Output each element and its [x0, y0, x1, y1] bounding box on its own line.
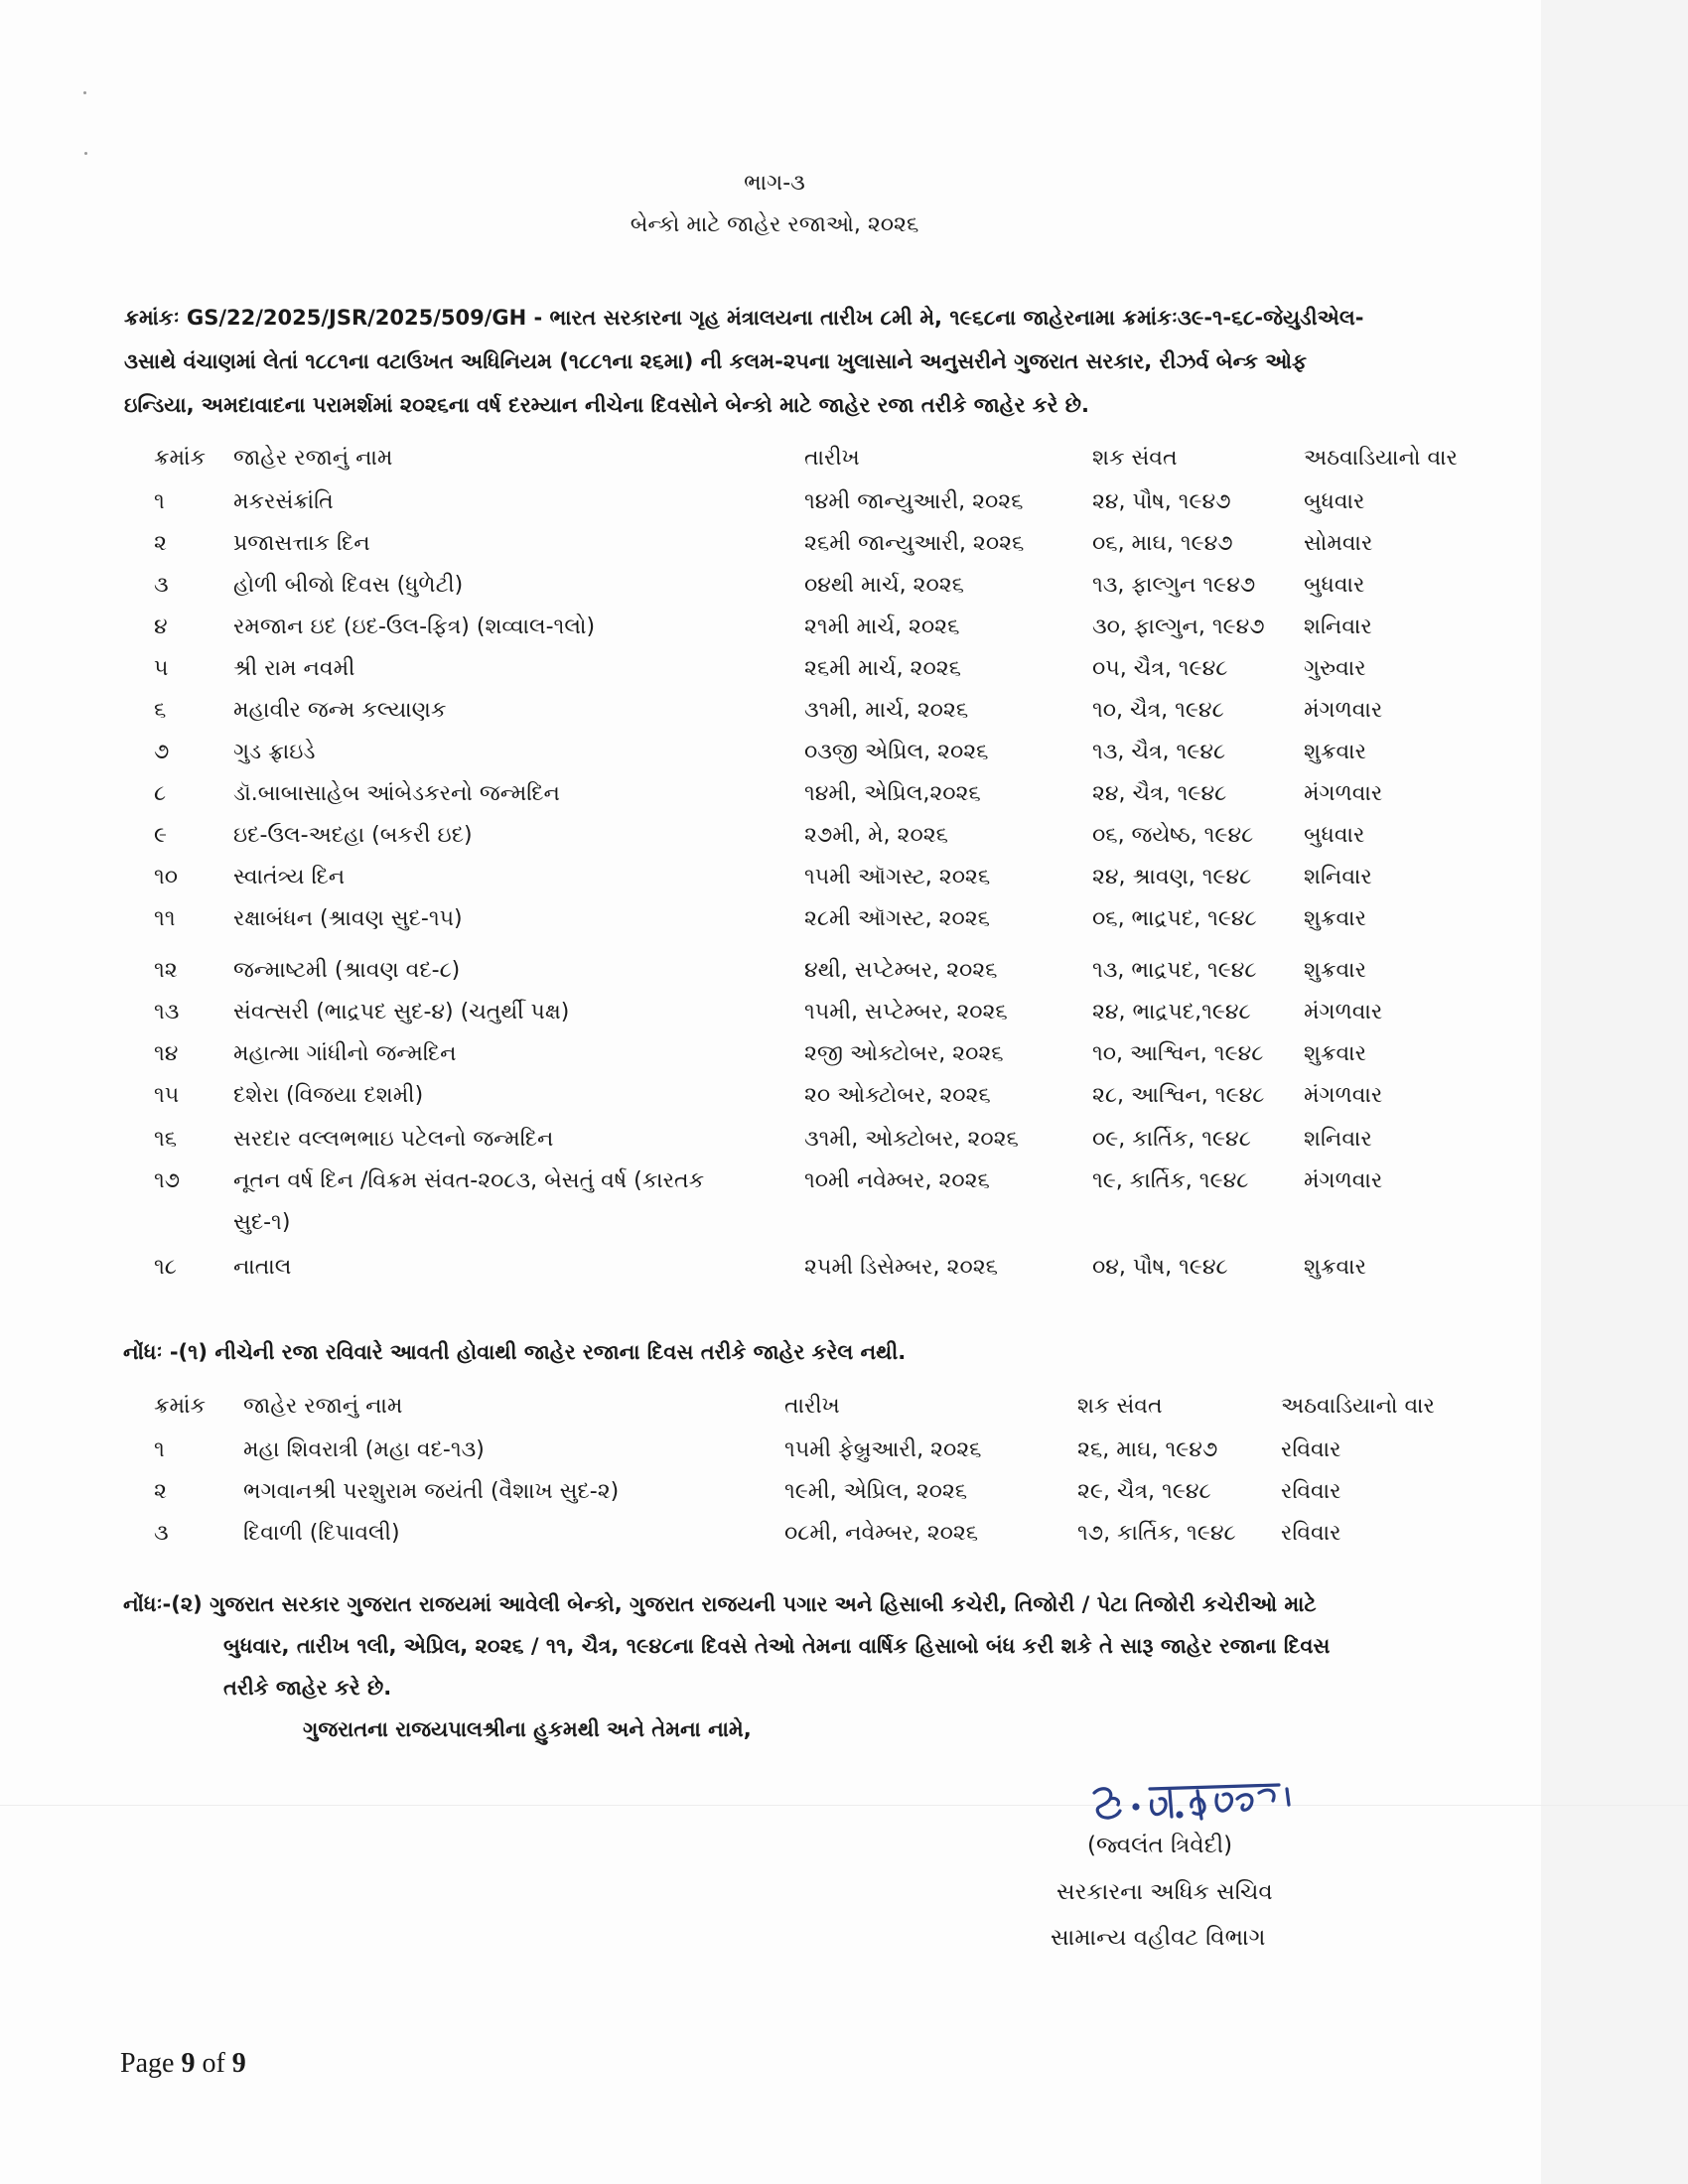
table-cell-date: ૩૧મી, માર્ચ, ૨૦૨૬ — [804, 698, 969, 723]
table-header-cell: અઠવાડિયાનો વાર — [1304, 446, 1458, 471]
table-cell-name: ઇદ-ઉલ-અદહા (બકરી ઇદ) — [233, 823, 473, 848]
table-cell-no: ૬ — [154, 698, 167, 723]
table-cell-date: ૨જી ઓક્ટોબર, ૨૦૨૬ — [804, 1041, 1004, 1066]
table-cell-day: શનિવાર — [1304, 614, 1372, 639]
table-cell-day: શુક્રવાર — [1304, 906, 1366, 931]
note-2-line: તરીકે જાહેર કરે છે. — [223, 1676, 392, 1700]
table-cell-date: ૦૪થી માર્ચ, ૨૦૨૬ — [804, 573, 964, 598]
table-cell-shaka: ૧૩, ચૈત્ર, ૧૯૪૮ — [1092, 740, 1226, 764]
table-cell-name: રક્ષાબંધન (શ્રાવણ સુદ-૧૫) — [233, 906, 463, 931]
table-cell-no: ૧૧ — [154, 906, 176, 931]
table-cell-shaka: ૨૪, ચૈત્ર, ૧૯૪૮ — [1092, 781, 1227, 806]
table-cell-shaka: ૧૦, આશ્વિન, ૧૯૪૮ — [1092, 1041, 1264, 1066]
table-header-cell: તારીખ — [804, 446, 860, 471]
table-cell-day: મંગળવાર — [1304, 698, 1383, 723]
page-word: Page — [120, 2048, 175, 2079]
table-cell-no: ૯ — [154, 823, 168, 848]
scan-margin-strip — [1541, 0, 1688, 2184]
table-header-cell: ક્રમાંક — [154, 446, 206, 471]
table-cell-date: ૪થી, સપ્ટેમ્બર, ૨૦૨૬ — [804, 958, 998, 983]
table-cell-date: ૧૫મી ફેબ્રુઆરી, ૨૦૨૬ — [784, 1437, 982, 1462]
table-cell-shaka: ૧૯, કાર્તિક, ૧૯૪૮ — [1092, 1168, 1249, 1193]
table-cell-day: શનિવાર — [1304, 1127, 1372, 1152]
table-cell-name: મહાત્મા ગાંધીનો જન્મદિન — [233, 1041, 457, 1066]
table-cell-date: ૧૫મી, સપ્ટેમ્બર, ૨૦૨૬ — [804, 1000, 1008, 1024]
table-cell-name: શ્રી રામ નવમી — [233, 656, 355, 681]
table-cell-shaka: ૦૯, કાર્તિક, ૧૯૪૮ — [1092, 1127, 1251, 1152]
table-cell-no: ૧૬ — [154, 1127, 178, 1152]
table-cell-no: ૧૮ — [154, 1255, 177, 1280]
table-cell-name: મહાવીર જન્મ કલ્યાણક — [233, 698, 447, 723]
table-cell-date: ૩૧મી, ઓક્ટોબર, ૨૦૨૬ — [804, 1127, 1019, 1152]
scan-fold-line — [0, 1805, 1688, 1806]
table-cell-no: ૧૩ — [154, 1000, 180, 1024]
table-cell-name: દશેરા (વિજયા દશમી) — [233, 1083, 424, 1108]
table-cell-shaka: ૨૪, પૌષ, ૧૯૪૭ — [1092, 489, 1231, 514]
table-cell-name: નૂતન વર્ષ દિન /વિક્રમ સંવત-૨૦૮૩, બેસતું વર્ષ (કારતક — [233, 1168, 705, 1193]
intro-paragraph — [124, 296, 1450, 427]
table-cell-day: ગુરુવાર — [1304, 656, 1366, 681]
table-cell-shaka: ૧૦, ચૈત્ર, ૧૯૪૮ — [1092, 698, 1224, 723]
table-cell-no: ૧૫ — [154, 1083, 180, 1108]
page-number: 9 — [181, 2048, 196, 2079]
table-cell-no: ૧૭ — [154, 1168, 181, 1193]
note-2-line: બુધવાર, તારીખ ૧લી, એપ્રિલ, ૨૦૨૬ / ૧૧, ચૈત્ર, ૧૯૪૮ના દિવસે તેઓ તેમના વાર્ષિક હિસાબો બંધ કરી શકે તે સારૂ જાહેર રજાના દિવસ — [223, 1634, 1331, 1658]
table-header-cell: શક સંવત — [1092, 446, 1178, 471]
table-cell-day: બુધવાર — [1304, 573, 1365, 598]
table-cell-name: રમજાન ઇદ (ઇદ-ઉલ-ફિત્ર) (શવ્વાલ-૧લો) — [233, 614, 596, 639]
table-cell-name: ડૉ.બાબાસાહેબ આંબેડકરનો જન્મદિન — [233, 781, 560, 806]
table-cell-shaka: ૧૩, ફાલ્ગુન ૧૯૪૭ — [1092, 573, 1256, 598]
table-cell-no: ૧૨ — [154, 958, 178, 983]
table-cell-name: ભગવાનશ્રી પરશુરામ જયંતી (વૈશાખ સુદ-૨) — [243, 1479, 620, 1504]
signatory-department: સામાન્ય વહીવટ વિભાગ — [1051, 1925, 1266, 1951]
table-cell-date: ૨૧મી માર્ચ, ૨૦૨૬ — [804, 614, 960, 639]
note-2-line: નોંધઃ-(૨) ગુજરાત સરકાર ગુજરાત રાજયમાં આવેલી બેન્કો, ગુજરાત રાજયની પગાર અને હિસાબી કચેરી, તિજોરી / પેટા તિજોરી કચેરીઓ માટે — [123, 1592, 1317, 1616]
table-cell-date: ૦૩જી એપ્રિલ, ૨૦૨૬ — [804, 740, 989, 764]
signature-icon — [1080, 1777, 1309, 1839]
table-cell-no: ૩ — [154, 1521, 169, 1546]
table-cell-name: નાતાલ — [233, 1255, 292, 1280]
table-cell-day: મંગળવાર — [1304, 781, 1383, 806]
scan-speck — [83, 91, 86, 94]
table-cell-shaka: ૨૪, ભાદ્રપદ,૧૯૪૮ — [1092, 1000, 1251, 1024]
table-cell-date: ૧૯મી, એપ્રિલ, ૨૦૨૬ — [784, 1479, 968, 1504]
note-1: નોંધઃ -(૧) નીચેની રજા રવિવારે આવતી હોવાથી જાહેર રજાના દિવસ તરીકે જાહેર કરેલ નથી. — [123, 1340, 907, 1364]
table-cell-date: ૧૫મી ઑગસ્ટ, ૨૦૨૬ — [804, 865, 991, 889]
table-cell-day: રવિવાર — [1281, 1437, 1341, 1462]
table-cell-no: ૨ — [154, 531, 167, 556]
table-header-cell: શક સંવત — [1077, 1394, 1163, 1419]
table-cell-no: ૧૪ — [154, 1041, 179, 1066]
table-header-cell: જાહેર રજાનું નામ — [233, 446, 393, 471]
signatory-name: (જ્વલંત ત્રિવેદી) — [1087, 1833, 1233, 1858]
table-cell-no: ૪ — [154, 614, 168, 639]
table-cell-no: ૧ — [154, 489, 165, 514]
page-title: બેન્કો માટે જાહેર રજાઓ, ૨૦૨૬ — [630, 212, 919, 237]
table-cell-date: ૨૬મી જાન્યુઆરી, ૨૦૨૬ — [804, 531, 1025, 556]
table-cell-day: રવિવાર — [1281, 1521, 1341, 1546]
table-cell-name: મહા શિવરાત્રી (મહા વદ-૧૩) — [243, 1437, 485, 1462]
page-footer — [120, 2048, 246, 2080]
table-cell-shaka: ૨૬, માઘ, ૧૯૪૭ — [1077, 1437, 1218, 1462]
table-cell-name: પ્રજાસત્તાક દિન — [233, 531, 370, 556]
table-cell-name-continued: સુદ-૧) — [233, 1210, 291, 1235]
table-cell-shaka: ૦૬, માઘ, ૧૯૪૭ — [1092, 531, 1233, 556]
table-cell-date: ૨૭મી, મે, ૨૦૨૬ — [804, 823, 948, 848]
table-cell-name: સ્વાતંત્ર્ય દિન — [233, 865, 346, 889]
table-cell-day: બુધવાર — [1304, 489, 1365, 514]
table-cell-date: ૨૬મી માર્ચ, ૨૦૨૬ — [804, 656, 961, 681]
table-cell-no: ૧ — [154, 1437, 165, 1462]
table-cell-name: સંવત્સરી (ભાદ્રપદ સુદ-૪) (ચતુર્થી પક્ષ) — [233, 1000, 570, 1024]
order-line: ગુજરાતના રાજયપાલશ્રીના હુકમથી અને તેમના નામે, — [303, 1717, 752, 1741]
intro-line: ઇન્ડિયા, અમદાવાદના પરામર્શમાં ૨૦૨૬ના વર્ષ દરમ્યાન નીચેના દિવસોને બેન્કો માટે જાહેર રજા તરીકે જાહેર કરે છે. — [124, 393, 1089, 417]
table-cell-day: મંગળવાર — [1304, 1083, 1383, 1108]
table-cell-shaka: ૩૦, ફાલ્ગુન, ૧૯૪૭ — [1092, 614, 1265, 639]
table-cell-name: સરદાર વલ્લભભાઇ પટેલનો જન્મદિન — [233, 1127, 554, 1152]
table-cell-day: બુધવાર — [1304, 823, 1365, 848]
table-cell-name: ગુડ ફ્રાઇડે — [233, 740, 316, 764]
table-cell-day: શુક્રવાર — [1304, 1041, 1366, 1066]
table-cell-date: ૨૦ ઓક્ટોબર, ૨૦૨૬ — [804, 1083, 991, 1108]
table-cell-no: ૫ — [154, 656, 169, 681]
intro-line: ક્રમાંકઃ GS/22/2025/JSR/2025/509/GH - ભારત સરકારના ગૃહ મંત્રાલયના તારીખ ૮મી મે, ૧૯૬૮ના જાહેરનામા ક્રમાંકઃ૩૯-૧-૬૮-જેયુડીએલ- — [124, 306, 1364, 330]
table-cell-date: ૦૮મી, નવેમ્બર, ૨૦૨૬ — [784, 1521, 979, 1546]
table-cell-shaka: ૦૪, પૌષ, ૧૯૪૮ — [1092, 1255, 1228, 1280]
table-cell-no: ૩ — [154, 573, 169, 598]
table-cell-shaka: ૧૭, કાર્તિક, ૧૯૪૮ — [1077, 1521, 1236, 1546]
table-cell-shaka: ૨૮, આશ્વિન, ૧૯૪૮ — [1092, 1083, 1265, 1108]
table-cell-shaka: ૨૪, શ્રાવણ, ૧૯૪૮ — [1092, 865, 1252, 889]
table-cell-day: શુક્રવાર — [1304, 740, 1366, 764]
table-cell-day: રવિવાર — [1281, 1479, 1341, 1504]
table-cell-shaka: ૦૬, જયેષ્ઠ, ૧૯૪૮ — [1092, 823, 1254, 848]
table-cell-shaka: ૨૯, ચૈત્ર, ૧૯૪૮ — [1077, 1479, 1211, 1504]
table-cell-day: શુક્રવાર — [1304, 1255, 1366, 1280]
table-cell-no: ૭ — [154, 740, 170, 764]
table-cell-no: ૧૦ — [154, 865, 179, 889]
table-header-cell: જાહેર રજાનું નામ — [243, 1394, 403, 1419]
table-cell-day: મંગળવાર — [1304, 1000, 1383, 1024]
table-cell-date: ૨૮મી ઑગસ્ટ, ૨૦૨૬ — [804, 906, 990, 931]
of-word: of — [202, 2048, 225, 2079]
table-cell-day: શનિવાર — [1304, 865, 1372, 889]
table-header-cell: તારીખ — [784, 1394, 840, 1419]
table-cell-name: દિવાળી (દિપાવલી) — [243, 1521, 400, 1546]
scan-speck — [84, 152, 87, 155]
page-total: 9 — [231, 2048, 246, 2079]
table-header-cell: ક્રમાંક — [154, 1394, 206, 1419]
table-cell-shaka: ૦૫, ચૈત્ર, ૧૯૪૮ — [1092, 656, 1228, 681]
signatory-designation: સરકારના અધિક સચિવ — [1056, 1879, 1273, 1905]
table-cell-day: સોમવાર — [1304, 531, 1373, 556]
table-cell-date: ૧૪મી જાન્યુઆરી, ૨૦૨૬ — [804, 489, 1024, 514]
table-cell-date: ૧૦મી નવેમ્બર, ૨૦૨૬ — [804, 1168, 990, 1193]
table-cell-shaka: ૧૩, ભાદ્રપદ, ૧૯૪૮ — [1092, 958, 1257, 983]
table-cell-name: જન્માષ્ટમી (શ્રાવણ વદ-૮) — [233, 958, 461, 983]
table-cell-day: શુક્રવાર — [1304, 958, 1366, 983]
part-label: ભાગ-૩ — [744, 171, 805, 196]
table-cell-date: ૨૫મી ડિસેમ્બર, ૨૦૨૬ — [804, 1255, 998, 1280]
table-cell-day: મંગળવાર — [1304, 1168, 1383, 1193]
table-header-cell: અઠવાડિયાનો વાર — [1281, 1394, 1435, 1419]
table-cell-no: ૮ — [154, 781, 167, 806]
table-cell-shaka: ૦૬, ભાદ્રપદ, ૧૯૪૮ — [1092, 906, 1257, 931]
intro-line: ૩સાથે વંચાણમાં લેતાં ૧૮૮૧ના વટાઉખત અધિનિયમ (૧૮૮૧ના ૨૬મા) ની કલમ-૨૫ના ખુલાસાને અનુસરીને ગુજરાત સરકાર, રીઝર્વ બેન્ક ઓફ — [124, 349, 1307, 373]
table-cell-name: હોળી બીજો દિવસ (ધુળેટી) — [233, 573, 464, 598]
table-cell-name: મકરસંક્રાંતિ — [233, 489, 334, 514]
table-cell-no: ૨ — [154, 1479, 167, 1504]
table-cell-date: ૧૪મી, એપ્રિલ,૨૦૨૬ — [804, 781, 981, 806]
